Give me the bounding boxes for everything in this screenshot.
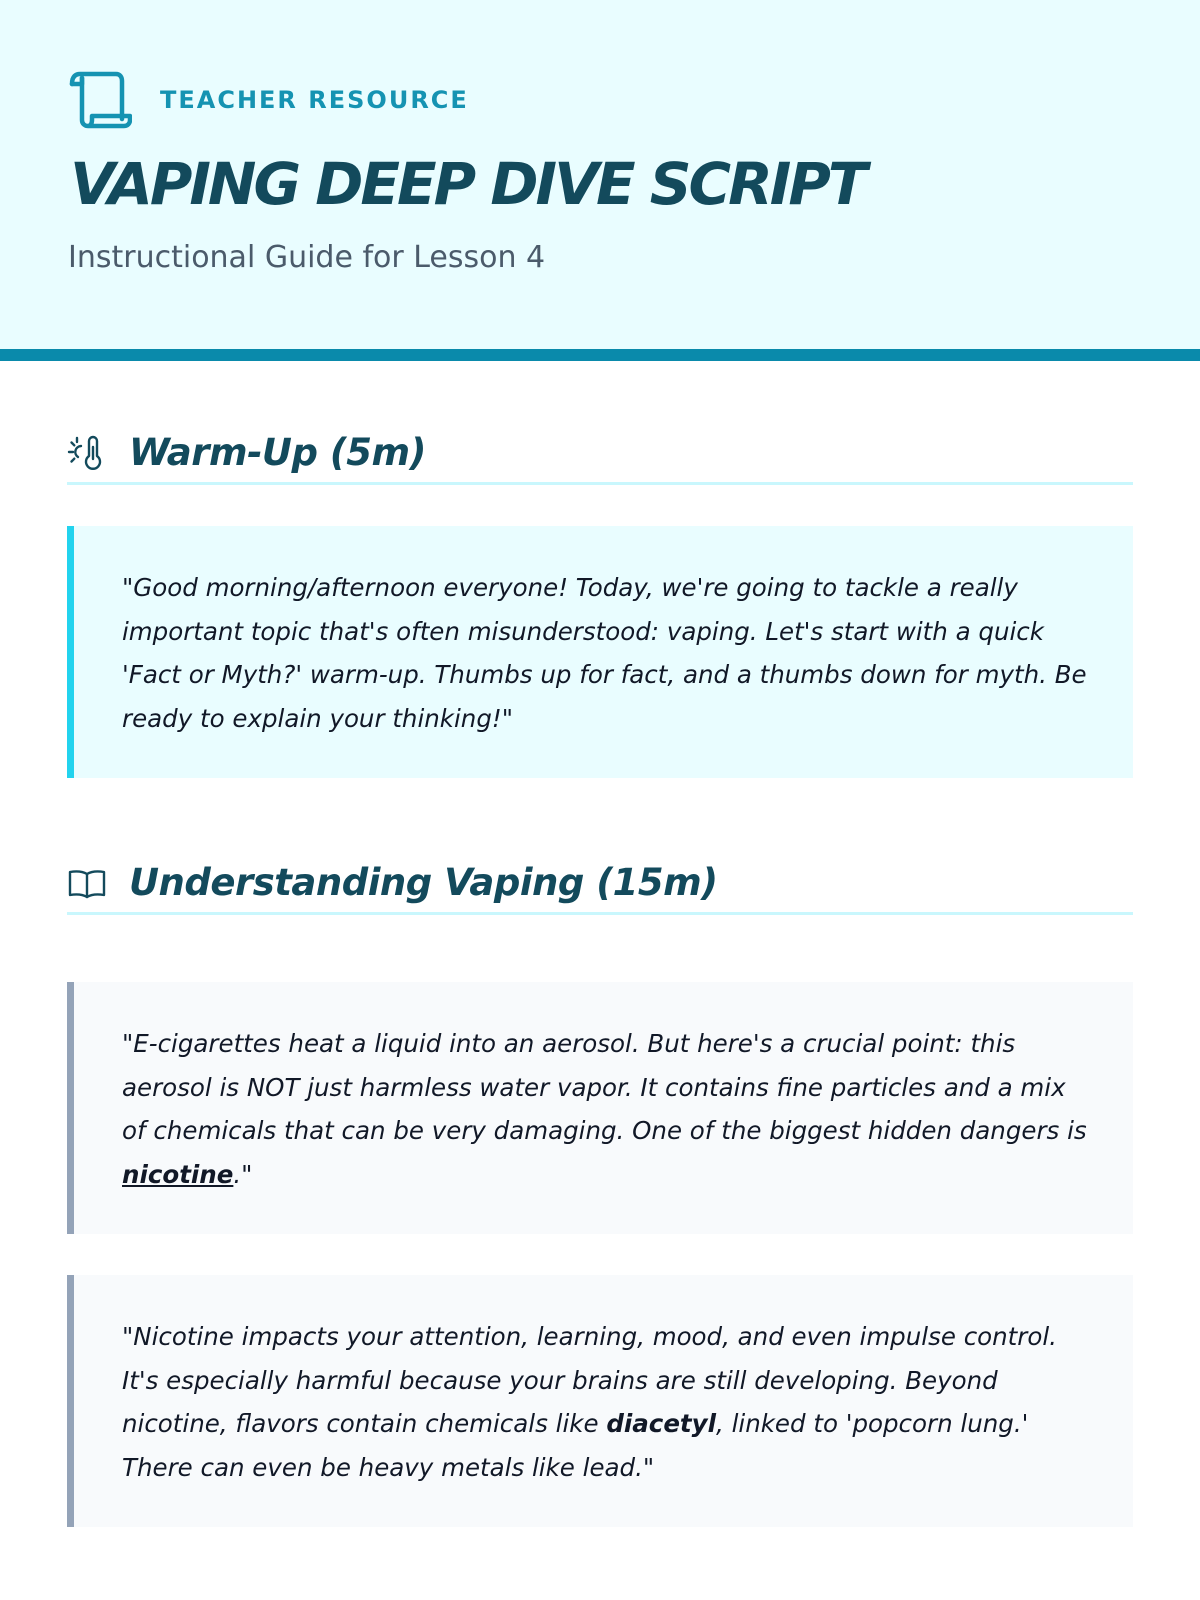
page-subtitle: Instructional Guide for Lesson 4 (68, 240, 546, 275)
page-title: VAPING DEEP DIVE SCRIPT (70, 150, 865, 218)
eyebrow (68, 70, 469, 130)
page-header (0, 0, 1200, 361)
quote-text-end: , linked to 'popcorn lung.' There can even be heavy metals like lead." (122, 1409, 1029, 1482)
section-heading-understanding-vaping (67, 853, 1133, 915)
book-open-icon (67, 863, 107, 903)
script-quote (67, 526, 1133, 778)
quote-text-start: "Nicotine impacts your attention, learning, mood, and even impulse control. It's especially harmful because your brains are still developing. Beyond nicotine, flavors contain chemicals like (122, 1322, 1057, 1438)
section-heading-warm-up (67, 423, 1133, 485)
script-quote (67, 982, 1133, 1234)
quote-text (122, 1022, 1093, 1196)
quote-text (122, 1315, 1093, 1489)
emphasis-diacetyl: diacetyl (606, 1409, 717, 1438)
emphasis-nicotine: nicotine (122, 1159, 234, 1189)
scroll-icon (68, 70, 132, 130)
quote-text-end: ." (233, 1159, 253, 1189)
section-title: Warm-Up (5m) (129, 431, 426, 474)
section-title: Understanding Vaping (15m) (129, 861, 718, 904)
thermometer-sun-icon (67, 433, 107, 473)
quote-text: "Good morning/afternoon everyone! Today, we're going to tackle a really important topic that's often misunderstood: vaping. Let's start with a quick 'Fact or Myth?' warm-up. Thumbs up for fact, and a thumbs down for myth. Be ready to explain your thinking!" (122, 573, 1087, 733)
eyebrow-label: TEACHER RESOURCE (160, 86, 469, 114)
script-quote (67, 1275, 1133, 1527)
quote-text-start: "E-cigarettes heat a liquid into an aerosol. But here's a crucial point: this aerosol is NOT just harmless water vapor. It contains fine particles and a mix of chemicals that can be very damaging. One of the biggest hidden dangers is (122, 1029, 1087, 1145)
